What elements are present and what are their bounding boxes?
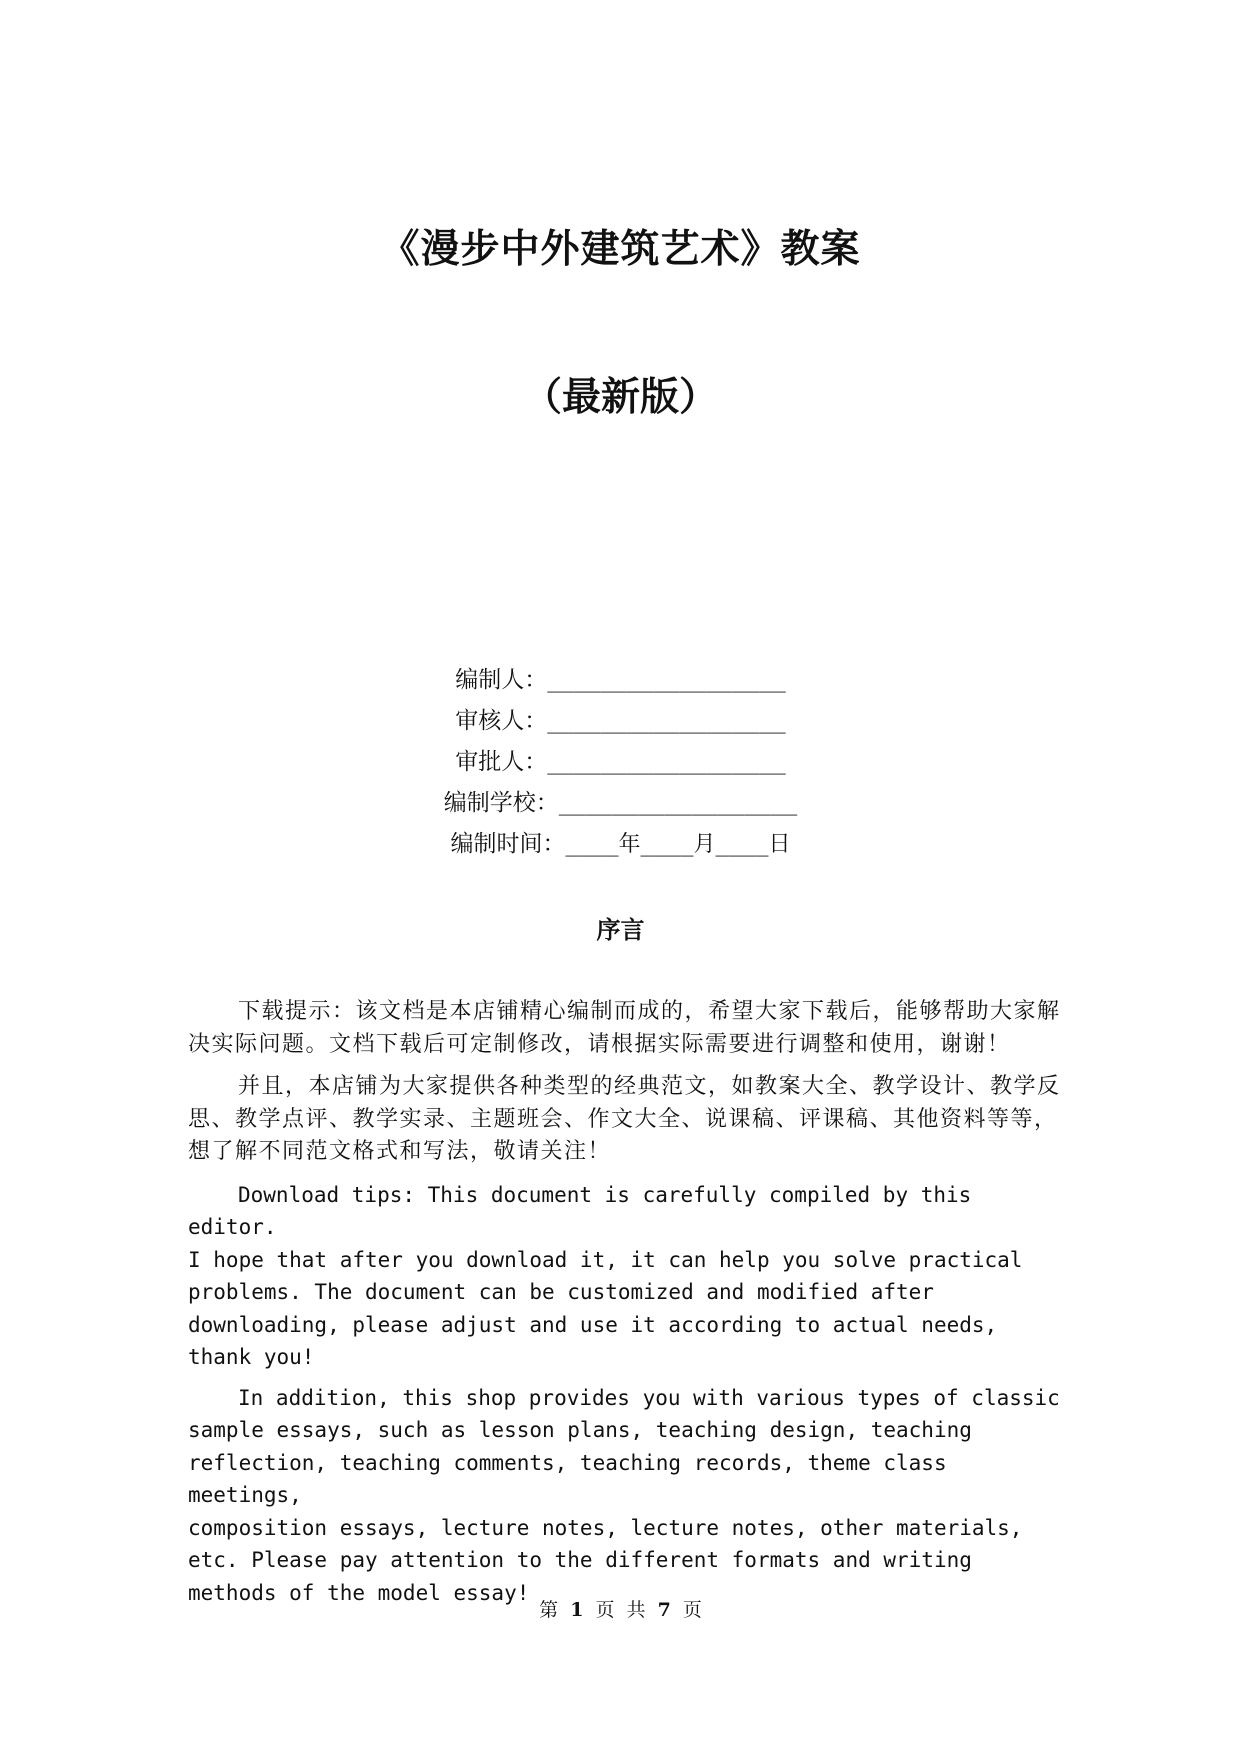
field-blank: ____年____月____日 [565,832,791,857]
paragraph-cn-download-tips: 下载提示：该文档是本店铺精心编制而成的，希望大家下载后，能够帮助大家解决实际问题。文档下载后可定制修改，请根据实际需要进行调整和使用，谢谢！ [188,999,1061,1057]
field-label: 编制时间： [450,831,566,857]
paragraph-en-additional: In addition, this shop provides you with various types of classic sample essays, such as lesson plans, teaching design, teaching reflection, teaching comments, teaching records, theme class meetings, composition essays, lecture notes, lecture notes, other materials, etc. Please pay attention to the different formats and writing methods of the model essay! [188,1385,1060,1605]
field-label: 审批人： [455,749,548,775]
preface-body [188,996,1068,1617]
field-label: 编制学校： [443,790,559,816]
paragraph-cn-additional: 并且，本店铺为大家提供各种类型的经典范文，如教案大全、教学设计、教学反思、教学点评、教学实录、主题班会、作文大全、说课稿、评课稿、其他资料等等，想了解不同范文格式和写法，敬请关注！ [188,1074,1061,1164]
footer-page-number: 1 [570,1599,584,1621]
field-date [0,824,1241,865]
page-footer [0,1596,1241,1624]
document-title: 《漫步中外建筑艺术》教案 [380,226,861,272]
footer-prefix: 第 [539,1599,559,1621]
field-blank: __________________ [558,791,798,816]
footer-suffix: 页 [682,1599,702,1621]
field-reviewer [0,701,1241,742]
paragraph-en-download-tips: Download tips: This document is carefully compiled by this editor. I hope that after you download it, it can help you solve practical problems. The document can be customized and modified after downloading, please adjust and use it according to actual needs, thank you! [188,1182,1023,1369]
field-blank: __________________ [547,709,786,734]
field-blank: __________________ [547,750,786,775]
field-approver [0,742,1241,783]
signature-fields [0,660,1241,865]
footer-total-pages: 7 [657,1599,671,1621]
field-label: 审核人： [455,708,548,734]
preface-heading: 序言 [596,915,645,944]
field-school [0,783,1241,824]
document-subtitle: （最新版） [522,374,718,420]
field-label: 编制人： [455,667,548,693]
footer-middle: 页 共 [595,1599,646,1621]
field-blank: __________________ [547,668,786,693]
field-compiler [0,660,1241,701]
